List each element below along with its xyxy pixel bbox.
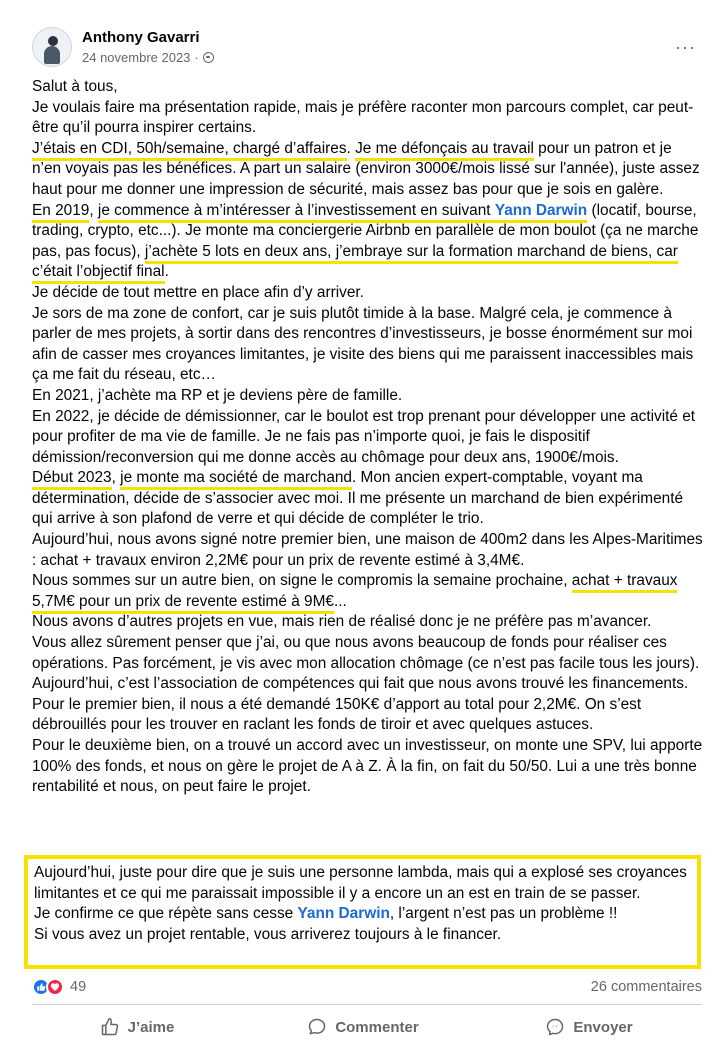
send-label: Envoyer	[573, 1018, 633, 1036]
highlighted-text: je monte ma société de marchand	[120, 469, 352, 490]
post-paragraph	[34, 925, 693, 946]
post-paragraph	[32, 468, 704, 530]
post-stats	[32, 977, 702, 997]
text-segment: ,	[111, 469, 121, 487]
avatar-head	[48, 36, 58, 46]
post-paragraph	[34, 904, 693, 925]
text-segment: Je confirme ce que répète sans cesse	[34, 905, 298, 923]
text-segment: .	[346, 139, 356, 157]
like-label: J’aime	[127, 1018, 175, 1036]
text-segment: Aujourd’hui, juste pour dire que je suis une personne lambda, mais qui a explosé ses croyances limitantes et ce qui me paraissait impossible il y a encore un an est en train de se passer.	[34, 864, 687, 902]
post-actions	[24, 1008, 702, 1046]
text-segment: (locatif, bourse, trading, crypto, etc...). Je monte ma conciergerie Airbnb en parallèle de mon boulot (ça ne marche pas, pas focus),	[32, 201, 699, 260]
date-line	[82, 50, 214, 65]
divider	[32, 1004, 702, 1005]
thumbs-up-icon	[100, 1017, 120, 1037]
text-segment: Salut à tous,	[32, 78, 118, 95]
post-paragraph	[32, 674, 704, 695]
post-date[interactable]: 24 novembre 2023	[82, 50, 191, 65]
comment-button[interactable]	[250, 1008, 476, 1046]
text-segment: , l’argent n’est pas un problème !!	[389, 905, 618, 923]
send-button[interactable]	[476, 1008, 702, 1046]
post-paragraph	[32, 571, 704, 612]
highlighted-conclusion-box	[24, 855, 701, 969]
post-paragraph	[32, 695, 704, 736]
post-paragraph	[32, 201, 704, 283]
post-paragraph	[32, 77, 704, 98]
messenger-icon	[545, 1017, 565, 1037]
text-segment: En 2022, je décide de démissionner, car le boulot est trop prenant pour développer une activité et pour profiter de ma vie de famille. Je ne fais pas n’importe quoi, je fais le dispositif démission/reconversion qui me donne accès au chômage pour deux ans, 1900€/mois.	[32, 407, 696, 466]
highlighted-text: Début 2023	[32, 469, 112, 490]
text-segment: Pour le premier bien, il nous a été demandé 150K€ d’apport au total pour 2,2M€. On s’est débrouillés pour les trouver en raclant les fonds de tiroir et avec quelques astuces.	[32, 695, 642, 734]
text-segment: Nous avons d’autres projets en vue, mais rien de réalisé donc je ne préfère pas m’avancer.	[32, 613, 652, 631]
text-segment: .	[164, 263, 169, 281]
post-header	[32, 24, 704, 70]
reaction-count: 49	[70, 979, 87, 995]
comments-count[interactable]: 26 commentaires	[590, 979, 702, 995]
reactions-summary[interactable]	[32, 978, 86, 996]
post-paragraph	[32, 304, 704, 386]
more-options-icon[interactable]: ···	[675, 36, 696, 57]
text-segment: Pour le deuxième bien, on a trouvé un accord avec un investisseur, on monte une SPV, lui apporte 100% des fonds, et nous on gère le projet de A à Z. À la fin, on fait du 50/50. Lui a une très bonne rentabilité et nous, on peut faire le projet.	[32, 737, 703, 796]
text-segment: ...	[334, 592, 347, 610]
text-segment: En 2021, j’achète ma RP et je deviens père de famille.	[32, 386, 403, 404]
text-segment: Je sors de ma zone de confort, car je suis plutôt timide à la base. Malgré cela, je commence à parler de mes projets, à sortir dans des rencontres d’investisseurs, je bosse énormément sur moi afin de casser mes croyances limitantes, je visite des biens qui me paraissent inaccessibles mais ça me fait du réseau, etc…	[32, 304, 694, 384]
post-paragraph	[32, 407, 704, 469]
post-paragraph	[32, 98, 704, 139]
text-segment: Si vous avez un projet rentable, vous arriverez toujours à le financer.	[34, 925, 502, 943]
text-segment: Je voulais faire ma présentation rapide, mais je préfère raconter mon parcours complet, car peut-être qu’il pourra inspirer certains.	[32, 98, 694, 137]
highlighted-text: J’étais en CDI, 50h/semaine, chargé d’affaires	[32, 140, 347, 161]
post-paragraph	[32, 139, 704, 201]
comment-label: Commenter	[335, 1018, 419, 1036]
post-paragraph	[34, 863, 693, 904]
post-paragraph	[32, 530, 704, 571]
avatar[interactable]	[32, 27, 72, 67]
love-reaction-icon	[46, 978, 64, 996]
post-paragraph	[32, 633, 704, 674]
highlighted-text: je commence à m’intéresser à l’investissement en suivant	[98, 202, 495, 223]
globe-icon	[203, 52, 214, 63]
text-segment: . Mon ancien expert-comptable, voyant ma détermination, décide de s’associer avec moi. Il me présente un marchand de bien expérimenté qui arrive à son plafond de verre et qui décide de compléter le trio.	[32, 469, 684, 528]
text-segment: pour un patron et je n’en voyais pas les bénéfices. A part un salaire (environ 3000€/mois lissé sur l'année), juste assez haut pour me donner une impression de sécurité, mais assez bas pour que je sois en galère.	[32, 139, 700, 198]
text-segment: Vous allez sûrement penser que j’ai, ou que nous avons beaucoup de fonds pour réaliser ces opérations. Pas forcément, je vis avec mon allocation chômage (ce n’est pas facile tous les jours).	[32, 634, 700, 672]
post-paragraph	[32, 386, 704, 407]
text-segment: ,	[89, 201, 98, 219]
text-segment: Aujourd’hui, c’est l’association de compétences qui fait que nous avons trouvé les financements.	[32, 675, 689, 693]
like-button[interactable]	[24, 1008, 250, 1046]
text-segment: Je décide de tout mettre en place afin d’y arriver.	[32, 283, 364, 301]
post-paragraph	[32, 612, 704, 633]
highlighted-text: En 2019	[32, 202, 89, 223]
mention-link[interactable]: Yann Darwin	[297, 905, 390, 923]
avatar-body	[44, 46, 60, 64]
text-segment: Aujourd’hui, nous avons signé notre premier bien, une maison de 400m2 dans les Alpes-Maritimes : achat + travaux environ 2,2M€ pour un prix de revente estimé à 3,4M€.	[32, 531, 703, 569]
text-segment: Nous sommes sur un autre bien, on signe le compromis la semaine prochaine,	[32, 572, 572, 590]
post-meta	[82, 29, 214, 65]
post-body	[32, 77, 704, 798]
highlighted-text: j’achète 5 lots en deux ans, j’embraye sur la formation marchand de biens, car c’était l’objectif final	[32, 243, 678, 285]
post-paragraph	[32, 283, 704, 304]
post-paragraph	[32, 736, 704, 798]
author-name[interactable]: Anthony Gavarri	[82, 29, 200, 46]
mention-link[interactable]: Yann Darwin	[495, 202, 587, 223]
highlighted-text: Je me défonçais au travail	[355, 140, 534, 161]
highlighted-text: achat + travaux 5,7M€ pour un prix de revente estimé à 9M€	[32, 572, 677, 614]
comment-bubble-icon	[307, 1017, 327, 1037]
date-separator: ·	[194, 50, 199, 65]
